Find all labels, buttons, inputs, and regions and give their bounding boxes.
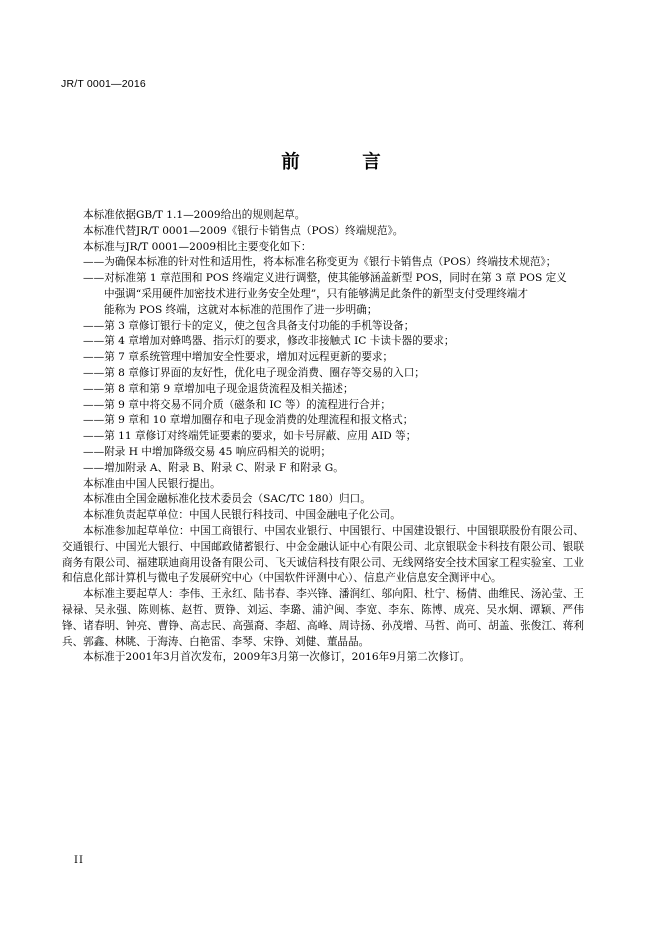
paragraph-participating-units: 本标准参加起草单位：中国工商银行、中国农业银行、中国银行、中国建设银行、中国银联股份有限公司、交通银行、中国光大银行、中国邮政储蓄银行、中金金融认证中心有限公司、北京银联金卡科技有限公司、银联商务有限公司、福建联迪商用设备有限公司、飞天诚信科技有限公司、无线网络安全技术国家工程实验室、工业和信息化部计算机与微电子发展研究中心（中国软件评测中心）、信息产业信息安全测评中心。: [62, 524, 584, 585]
change-item: ——第 9 章中将交易不同介质（磁条和 IC 等）的流程进行合并；: [83, 398, 391, 411]
change-item: ——第 9 章和 10 章增加圈存和电子现金消费的处理流程和报文格式；: [83, 414, 414, 427]
paragraph-lead-drafter: 本标准负责起草单位：中国人民银行科技司、中国金融电子化公司。: [83, 509, 401, 522]
page-number: II: [74, 855, 84, 866]
paragraph-managed-by: 本标准由全国金融标准化技术委员会（SAC/TC 180）归口。: [83, 493, 371, 506]
paragraph-proposed-by: 本标准由中国人民银行提出。: [83, 477, 221, 490]
paragraph-drafting-rules: 本标准依据GB/T 1.1—2009给出的规则起草。: [83, 209, 306, 221]
page-title: 前 言: [281, 152, 409, 173]
paragraph-main-drafters: 本标准主要起草人：李伟、王永红、陆书春、李兴锋、潘润红、邬向阳、杜宁、杨倩、曲维民、汤沁莹、王禄禄、吴永强、陈则栋、赵哲、贾铮、刘运、李璐、浦沪闽、李宽、李东、陈博、成亮、吴水炯、谭颖、严伟锋、诸春明、钟亮、曹铮、高志民、高强裔、李超、高峰、周诗扬、孙茂增、马哲、尚可、胡盖、张俊江、蒋利兵、郭鑫、林眺、于海涛、白艳雷、李琴、宋铮、刘健、董晶晶。: [62, 588, 584, 648]
foreword-body: [62, 208, 584, 666]
change-item: ——为确保本标准的针对性和适用性，将本标准名称变更为《银行卡销售点（POS）终端技术规范》；: [83, 256, 557, 269]
paragraph-changes-intro: 本标准与JR/T 0001—2009相比主要变化如下：: [83, 240, 312, 253]
change-item: ——第 4 章增加对蜂鸣器、指示灯的要求，修改非接触式 IC 卡读卡器的要求；: [83, 335, 455, 348]
change-item-continuation: 能称为 POS 终端，这就对本标准的范围作了进一步明确；: [104, 303, 378, 316]
change-item: ——对标准第 1 章范围和 POS 终端定义进行调整，使其能够涵盖新型 POS，同时在第 3 章 POS 定义: [83, 272, 567, 285]
document-number: JR/T 0001—2016: [61, 78, 146, 90]
paragraph-history: 本标准于2001年3月首次发布，2009年3月第一次修订，2016年9月第二次修订。: [83, 651, 471, 664]
change-item: ——第 3 章修订银行卡的定义，使之包含具备支付功能的手机等设备；: [83, 319, 415, 332]
change-item: ——第 7 章系统管理中增加安全性要求，增加对远程更新的要求；: [83, 351, 394, 364]
change-item: ——第 11 章修订对终端凭证要素的要求，如卡号屏蔽、应用 AID 等；: [83, 430, 417, 443]
change-item: ——附录 H 中增加降级交易 45 响应码相关的说明；: [83, 445, 332, 458]
change-item-continuation: 中强调“采用硬件加密技术进行业务安全处理”，只有能够满足此条件的新型支付受理终端才: [104, 287, 528, 300]
change-item: ——第 8 章修订界面的友好性，优化电子现金消费、圈存等交易的入口；: [83, 366, 425, 379]
change-item: ——增加附录 A、附录 B、附录 C、附录 F 和附录 G。: [83, 461, 344, 474]
change-item: ——第 8 章和第 9 章增加电子现金退货流程及相关描述；: [83, 382, 354, 395]
paragraph-replaces: 本标准代替JR/T 0001—2009《银行卡销售点（POS）终端规范》。: [83, 224, 404, 237]
